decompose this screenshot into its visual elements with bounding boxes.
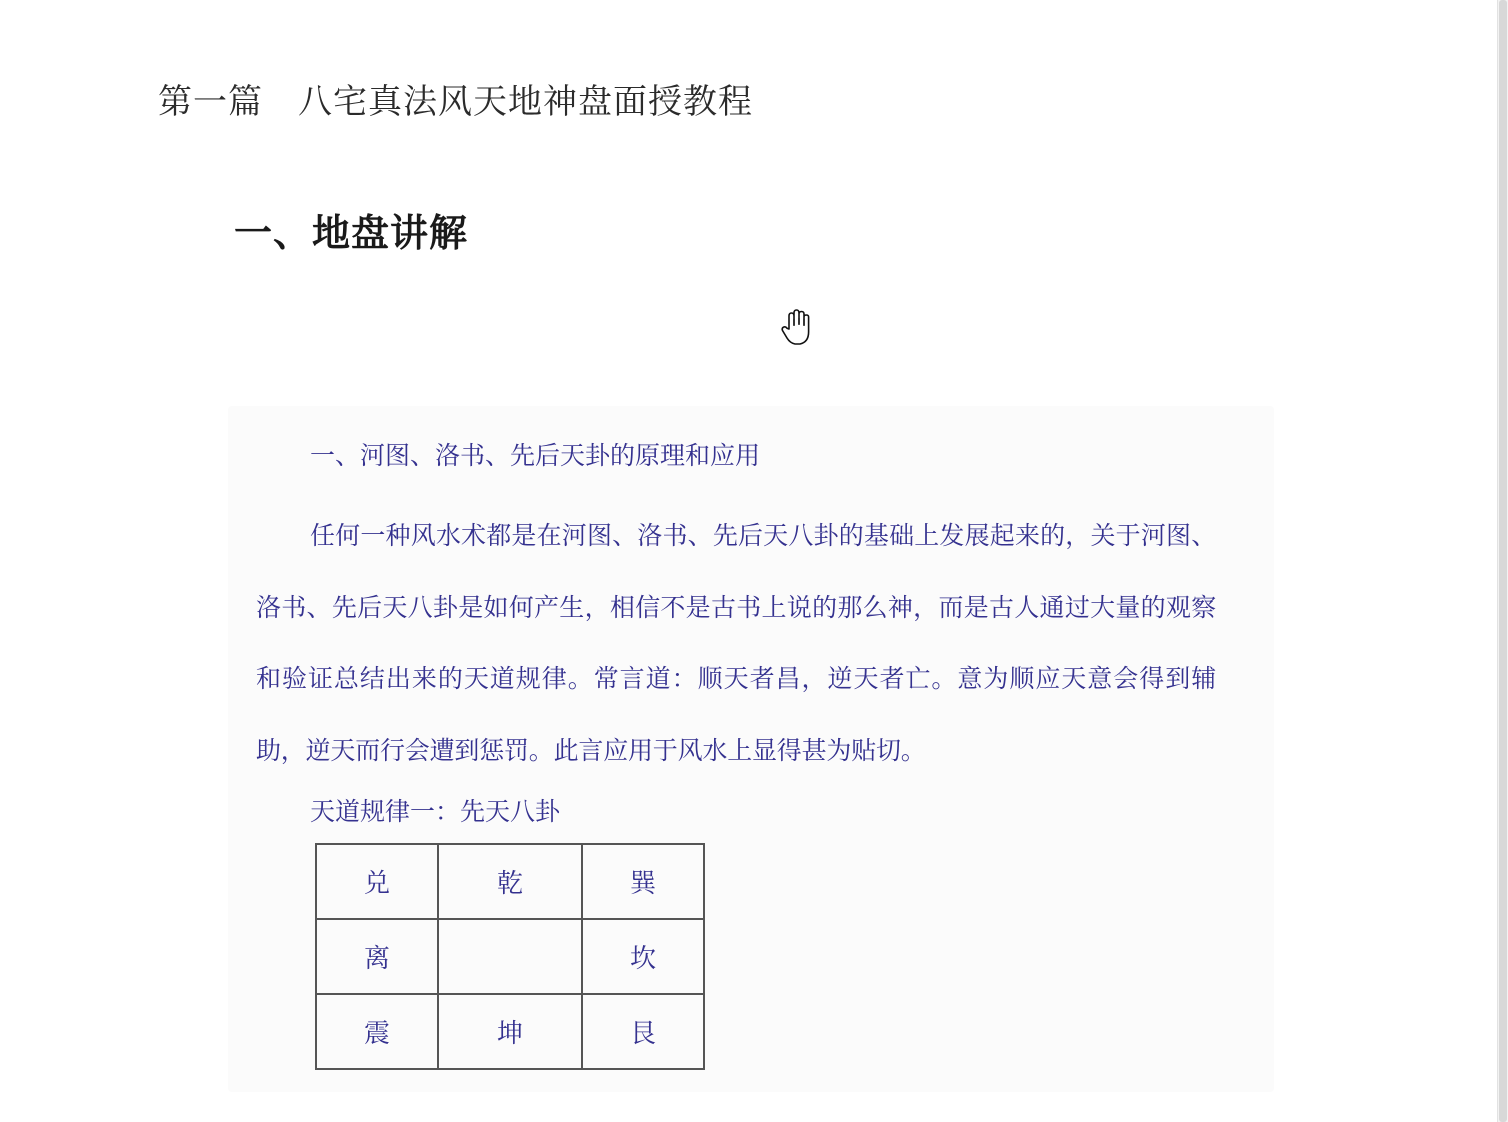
grid-cell-xun: 巽 — [582, 844, 704, 919]
grid-cell-zhen: 震 — [316, 994, 438, 1069]
embedded-document-image — [228, 406, 1274, 1092]
grid-cell-kan: 坎 — [582, 919, 704, 994]
image-paragraph: 任何一种风水术都是在河图、洛书、先后天八卦的基础上发展起来的，关于河图、洛书、先后天八卦是如何产生，相信不是古书上说的那么神，而是古人通过大量的观察和验证总结出来的天道规律。常言道：顺天者昌，逆天者亡。意为顺应天意会得到辅助，逆天而行会遭到惩罚。此言应用于风水上显得甚为贴切。 — [256, 521, 1216, 765]
grid-cell-qian: 乾 — [438, 844, 582, 919]
grid-row — [316, 844, 704, 919]
grid-row — [316, 919, 704, 994]
grid-cell-center — [438, 919, 582, 994]
grid-cell-li: 离 — [316, 919, 438, 994]
hand-cursor-icon — [779, 307, 817, 347]
scrollbar-thumb[interactable] — [1499, 0, 1507, 1122]
grid-cell-kun: 坤 — [438, 994, 582, 1069]
image-subheading: 天道规律一：先天八卦 — [310, 797, 561, 826]
grid-row — [316, 994, 704, 1069]
bagua-grid — [315, 843, 705, 1070]
image-heading: 一、河图、洛书、先后天卦的原理和应用 — [310, 441, 761, 470]
grid-cell-dui: 兑 — [316, 844, 438, 919]
grid-cell-gen: 艮 — [582, 994, 704, 1069]
section-heading: 一、地盘讲解 — [234, 211, 469, 255]
document-title: 第一篇 八宅真法风天地神盘面授教程 — [158, 82, 753, 122]
vertical-scrollbar[interactable] — [1497, 0, 1508, 1122]
